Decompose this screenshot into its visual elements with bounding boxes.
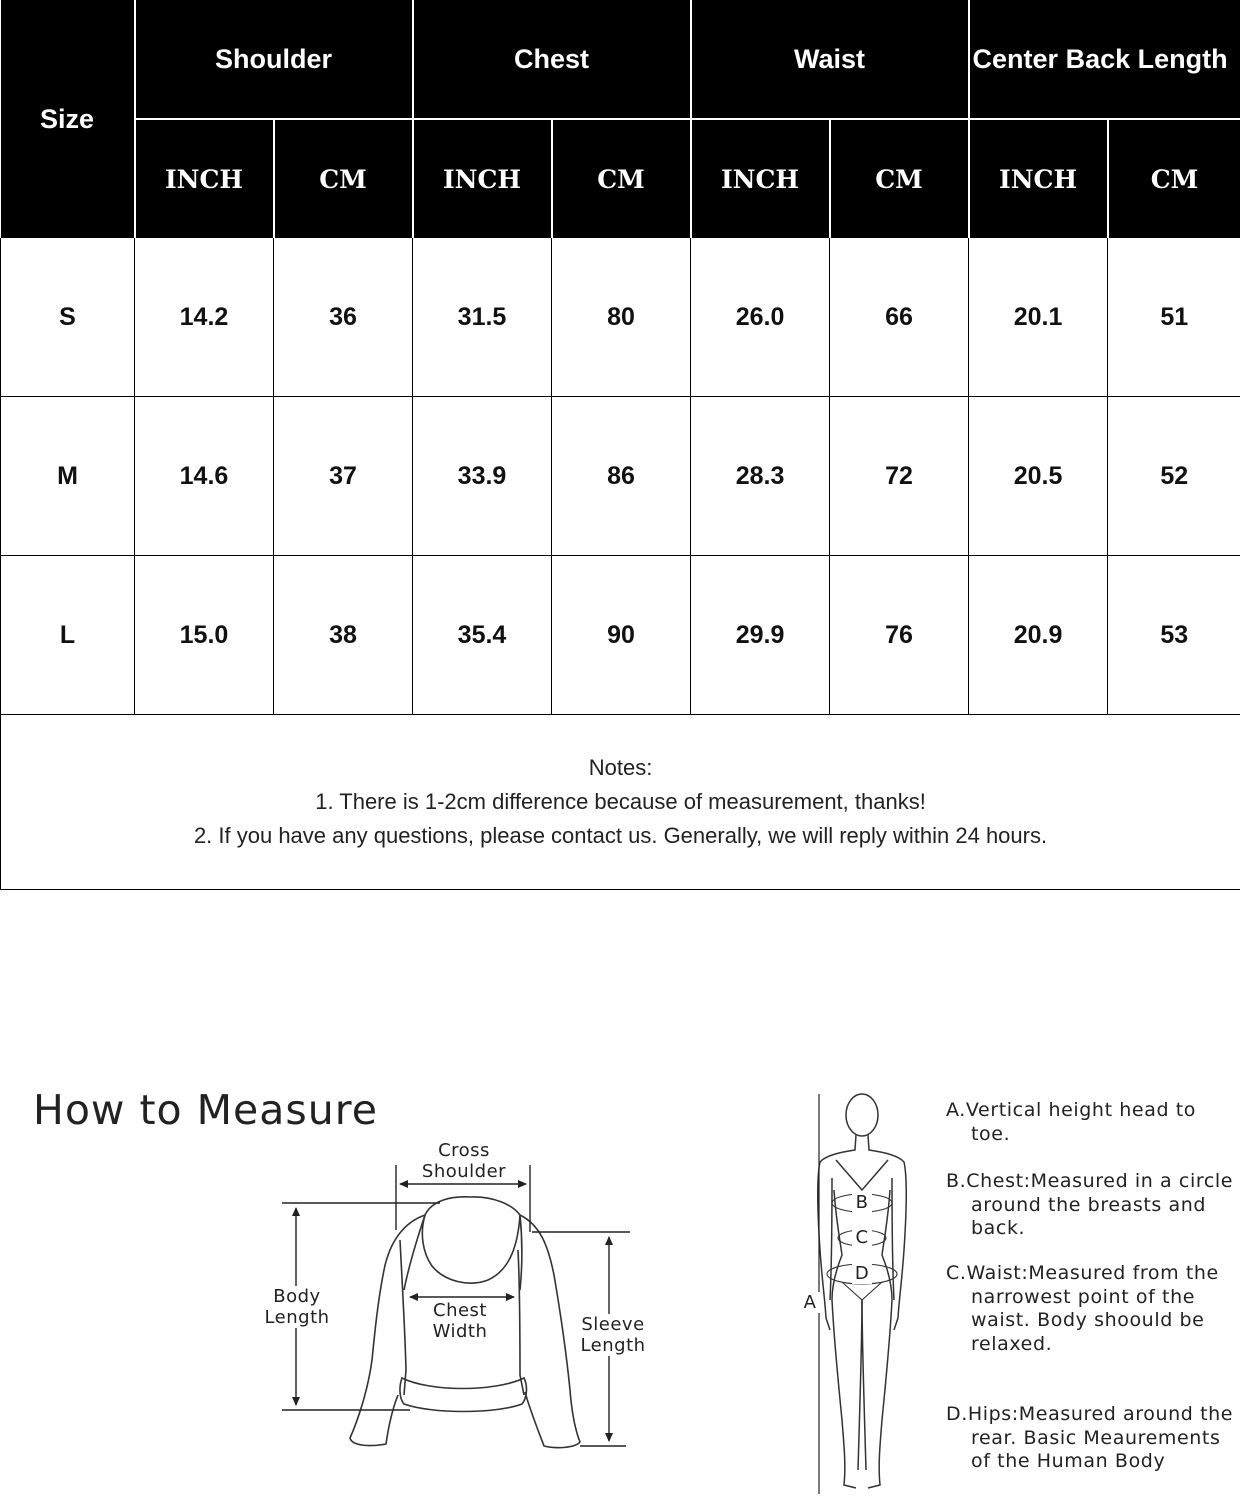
sleeve-length-label-line2: Length bbox=[580, 1335, 646, 1356]
table-cell: 72 bbox=[830, 397, 969, 556]
how-to-measure-title: How to Measure bbox=[33, 1086, 378, 1134]
table-cell: 76 bbox=[830, 556, 969, 715]
unit-cm: CM bbox=[830, 119, 969, 238]
unit-inch: INCH bbox=[135, 119, 274, 238]
marker-a: A bbox=[800, 1292, 820, 1313]
table-cell: 26.0 bbox=[691, 238, 830, 397]
marker-b: B bbox=[852, 1192, 872, 1213]
table-cell: 33.9 bbox=[413, 397, 552, 556]
notes-heading: Notes: bbox=[588, 755, 653, 780]
table-cell: 36 bbox=[274, 238, 413, 397]
category-waist: Waist bbox=[691, 0, 969, 119]
notes-line-1: 1. There is 1-2cm difference because of measurement, thanks! bbox=[315, 789, 926, 814]
sleeve-length-label-line1: Sleeve bbox=[581, 1314, 645, 1335]
unit-cm: CM bbox=[1108, 119, 1240, 238]
table-cell: 29.9 bbox=[691, 556, 830, 715]
marker-c: C bbox=[852, 1227, 872, 1248]
body-length-label bbox=[258, 1286, 336, 1328]
size-label: S bbox=[1, 238, 135, 397]
table-cell: 90 bbox=[552, 556, 691, 715]
table-cell: 31.5 bbox=[413, 238, 552, 397]
chest-width-label-line2: Width bbox=[432, 1321, 488, 1342]
table-cell: 20.1 bbox=[969, 238, 1108, 397]
table-cell: 14.6 bbox=[135, 397, 274, 556]
legend-item-c bbox=[946, 1262, 1236, 1356]
table-cell: 38 bbox=[274, 556, 413, 715]
table-cell: 15.0 bbox=[135, 556, 274, 715]
sleeve-length-label bbox=[574, 1314, 652, 1356]
unit-cm: CM bbox=[552, 119, 691, 238]
unit-cm: CM bbox=[274, 119, 413, 238]
notes-line-2: 2. If you have any questions, please contact us. Generally, we will reply within 24 hours. bbox=[193, 823, 1048, 848]
table-cell: 37 bbox=[274, 397, 413, 556]
chest-width-label bbox=[420, 1300, 500, 1342]
table-cell: 51 bbox=[1108, 238, 1240, 397]
table-cell: 86 bbox=[552, 397, 691, 556]
table-cell: 20.9 bbox=[969, 556, 1108, 715]
category-center-back-length: Center Back Length bbox=[969, 0, 1240, 119]
body-length-label-line1: Body bbox=[273, 1286, 321, 1307]
legend-text-d: D.Hips:Measured around the rear. Basic Meaurements of the Human Body bbox=[946, 1403, 1234, 1472]
legend-item-a bbox=[946, 1099, 1236, 1146]
cross-shoulder-label bbox=[402, 1140, 526, 1182]
table-cell: 52 bbox=[1108, 397, 1240, 556]
category-chest: Chest bbox=[413, 0, 691, 119]
legend-text-b: B.Chest:Measured in a circle around the breasts and back. bbox=[946, 1170, 1234, 1239]
cross-shoulder-label-line1: Cross bbox=[438, 1140, 490, 1161]
table-cell: 20.5 bbox=[969, 397, 1108, 556]
size-label: L bbox=[1, 556, 135, 715]
size-label: M bbox=[1, 397, 135, 556]
unit-inch: INCH bbox=[413, 119, 552, 238]
table-cell: 80 bbox=[552, 238, 691, 397]
legend-item-b bbox=[946, 1170, 1236, 1241]
cross-shoulder-label-line2: Shoulder bbox=[421, 1161, 507, 1182]
body-length-label-line2: Length bbox=[264, 1307, 330, 1328]
unit-inch: INCH bbox=[691, 119, 830, 238]
chest-width-label-line1: Chest bbox=[433, 1300, 487, 1321]
size-header: Size bbox=[1, 0, 135, 238]
legend-item-d bbox=[946, 1403, 1236, 1474]
human-body-figure bbox=[818, 1094, 907, 1488]
table-cell: 14.2 bbox=[135, 238, 274, 397]
unit-inch: INCH bbox=[969, 119, 1108, 238]
table-cell: 66 bbox=[830, 238, 969, 397]
legend-text-c: C.Waist:Measured from the narrowest point of the waist. Body shoould be relaxed. bbox=[946, 1262, 1219, 1355]
legend-text-a: A.Vertical height head to toe. bbox=[946, 1099, 1197, 1145]
category-shoulder: Shoulder bbox=[135, 0, 413, 119]
table-cell: 35.4 bbox=[413, 556, 552, 715]
table-cell: 53 bbox=[1108, 556, 1240, 715]
table-cell: 28.3 bbox=[691, 397, 830, 556]
marker-d: D bbox=[852, 1263, 872, 1284]
